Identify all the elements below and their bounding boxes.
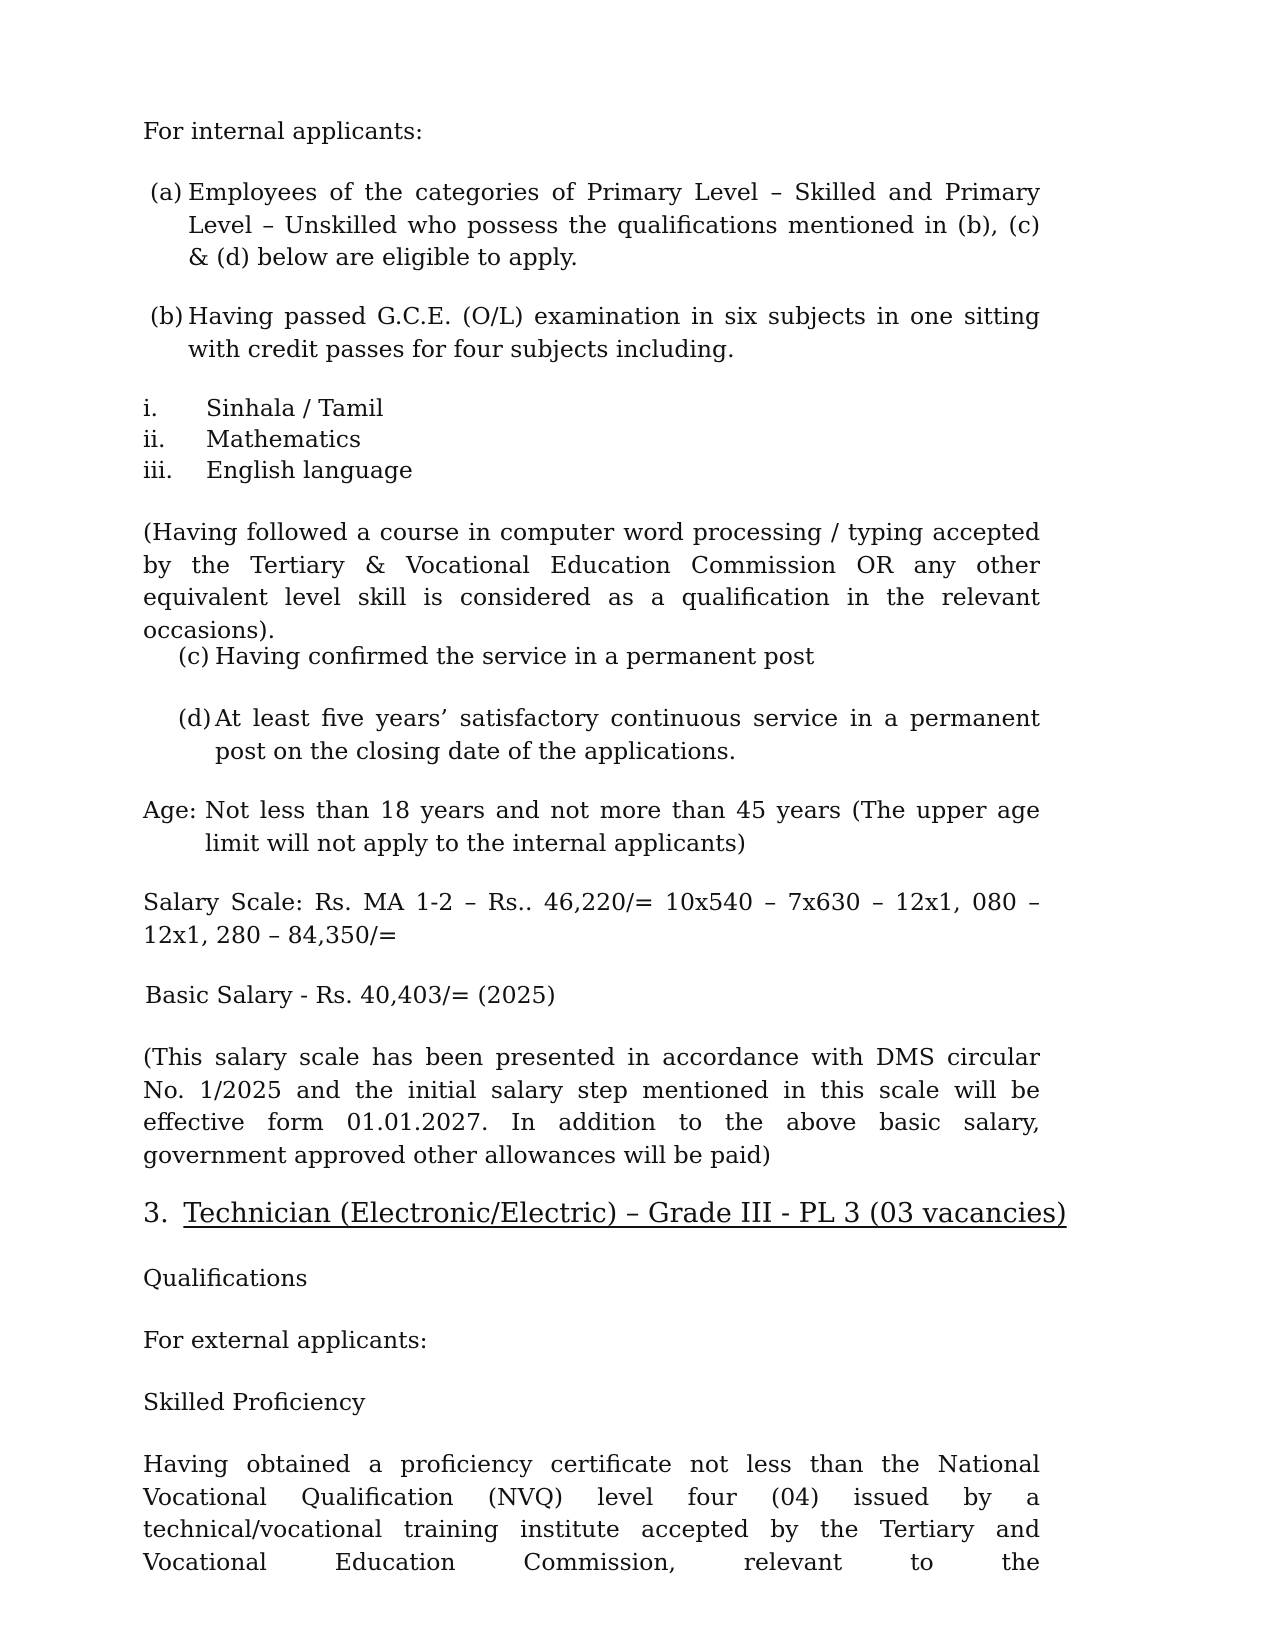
salary-note: (This salary scale has been presented in accordance with DMS circular No. 1/2025 and the initial salary step mentioned in this scale will be effective form 01.01.2027. In addition to the above basic salary, government approved other allowances will be paid) [143,1043,1040,1169]
salary-scale: Salary Scale: Rs. MA 1-2 – Rs.. 46,220/= 10x540 – 7x630 – 12x1, 080 – 12x1, 280 – 84,350/= [143,888,1040,949]
section-3-number: 3. [143,1198,169,1229]
external-applicants-heading: For external applicants: [143,1326,428,1354]
item-b-text: Having passed G.C.E. (O/L) examination in six subjects in one sitting with credit passes for four subjects including. [188,302,1040,363]
qualification-item-b [150,300,1040,365]
qualification-item-d [178,702,1040,767]
computer-course-note: (Having followed a course in computer word processing / typing accepted by the Tertiary & Vocational Education Commission OR any other equivalent level skill is considered as a qualification in the relevant occasions). [143,518,1040,644]
item-d-text: At least five years’ satisfactory continuous service in a permanent post on the closing date of the applications. [215,704,1040,765]
item-d-label: (d) [178,704,212,732]
item-b-label: (b) [150,302,184,330]
item-a-label: (a) [150,178,183,206]
age-text: Not less than 18 years and not more than 45 years (The upper age limit will not apply to the internal applicants) [205,796,1040,857]
subject-number: ii. [143,425,166,453]
basic-salary: Basic Salary - Rs. 40,403/= (2025) [145,981,556,1009]
age-requirement [143,794,1040,859]
qualifications-label: Qualifications [143,1264,308,1292]
subject-name: Sinhala / Tamil [206,394,384,422]
age-label: Age: [143,796,197,824]
subject-number: i. [143,394,158,422]
section-3-title: Technician (Electronic/Electric) – Grade III - PL 3 (03 vacancies) [183,1198,1067,1229]
subject-name: English language [206,456,413,484]
item-c-text: Having confirmed the service in a permanent post [215,642,815,670]
item-a-text: Employees of the categories of Primary Level – Skilled and Primary Level – Unskilled who possess the qualifications mentioned in (b), (c) & (d) below are eligible to apply. [188,178,1040,271]
subject-number: iii. [143,456,174,484]
subject-name: Mathematics [206,425,362,453]
skilled-proficiency-heading: Skilled Proficiency [143,1388,366,1416]
internal-applicants-heading: For internal applicants: [143,117,424,145]
item-c-label: (c) [178,642,210,670]
section-3-heading [143,1196,1067,1232]
qualification-item-a [150,176,1040,274]
skilled-proficiency-text: Having obtained a proficiency certificate not less than the National Vocational Qualification (NVQ) level four (04) issued by a technical/vocational training institute accepted by the Tertiary and Vocational Education Commission, relevant to the [143,1450,1040,1576]
qualification-item-c [178,640,1040,673]
